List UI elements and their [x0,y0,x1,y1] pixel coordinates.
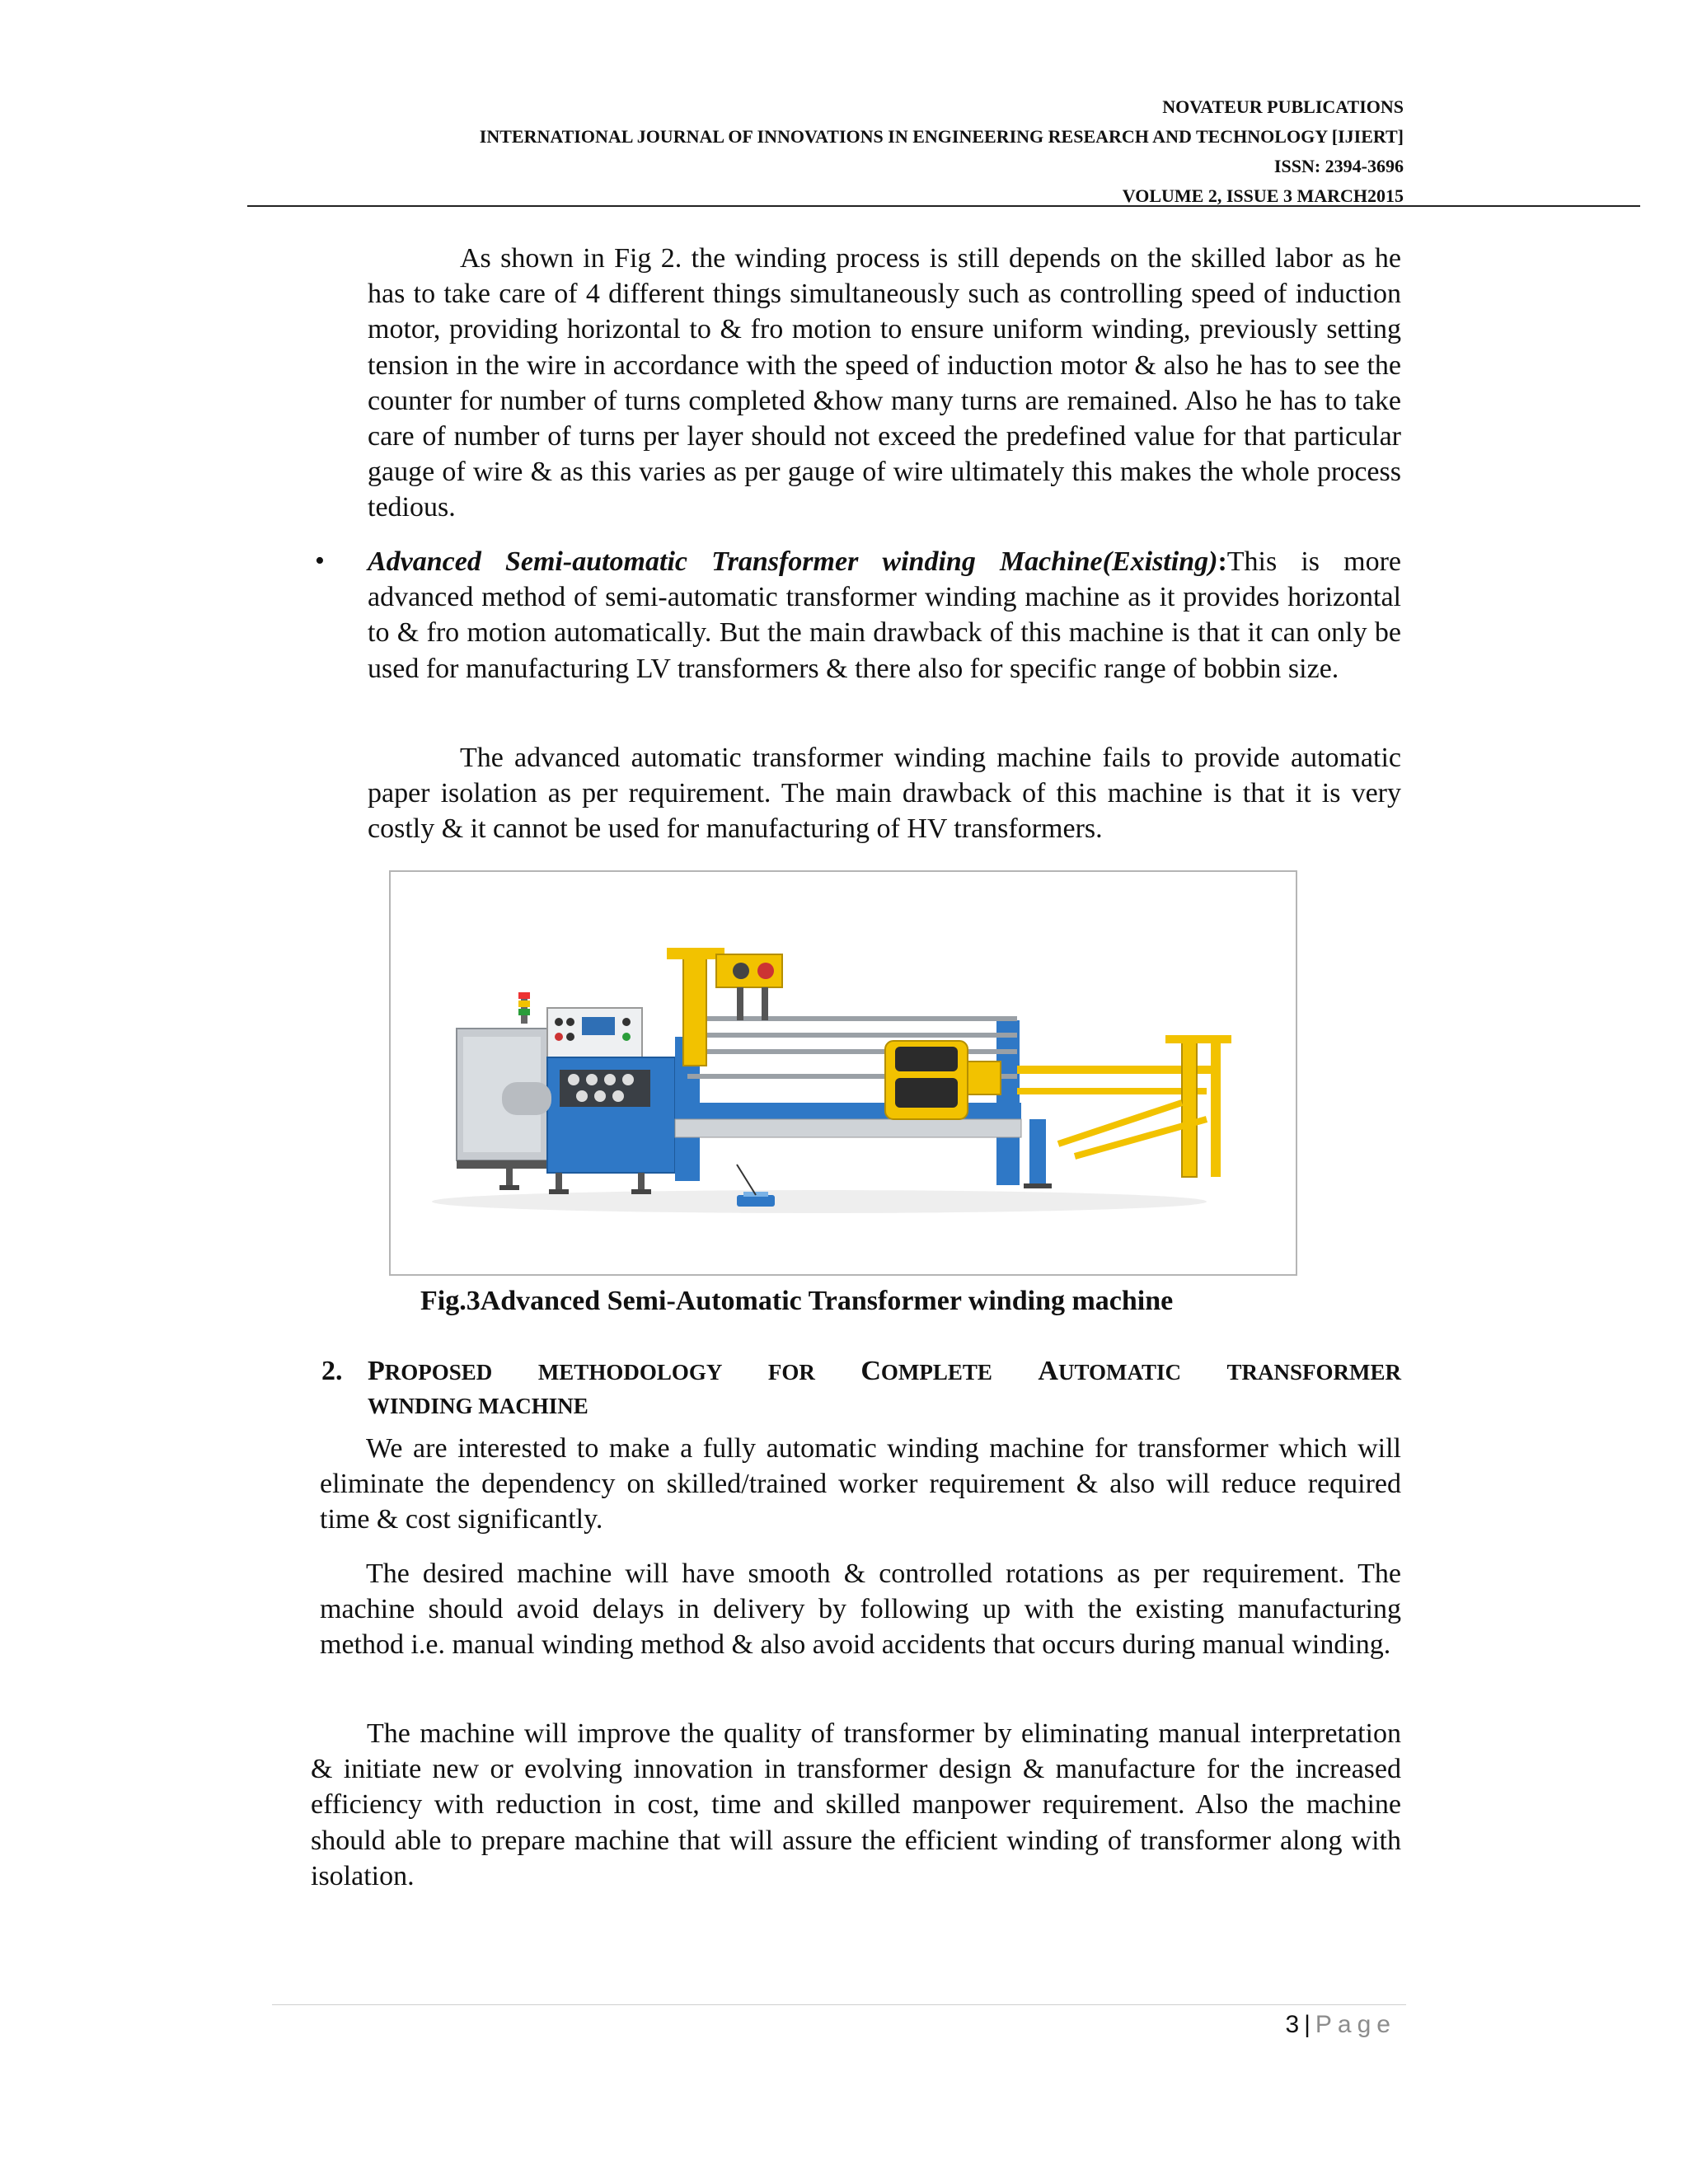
header-rule [247,205,1640,207]
bullet-text: This is more advanced method of semi-automatic transformer winding machine as it provides horizontal to & fro motion automatically. But the main drawback of this machine is that it can only be used for manufacturing LV transformers & there also for specific range of bobbin size. [368,546,1401,684]
section-heading-line2: WINDING MACHINE [368,1394,588,1418]
volume-issue: VOLUME 2, ISSUE 3 MARCH2015 [1122,185,1404,206]
paragraph-interest: We are interested to make a fully automatic winding machine for transformer which will eliminate the dependency on skilled/trained worker requirement & also will reduce required time & cost significantly. [320,1433,1401,1535]
bullet-colon: : [1217,546,1227,577]
footer-rule [272,2004,1406,2005]
bullet-item-existing-machine [368,544,1401,687]
heading-word-transformer: TRANSFORMER [1226,1360,1401,1385]
heading-word-complete: COMPLETE [860,1356,992,1386]
section-heading-line1 [368,1356,1401,1387]
paragraph-fig2-discussion: As shown in Fig 2. the winding process is still depends on the skilled labor as he has to take care of 4 different things simultaneously such as controlling speed of induction motor, providing horizontal to & fro motion to ensure uniform winding, previously setting tension in the wire in accordance with the speed of induction motor & also he has to see the counter for number of turns completed &how many turns are remained. Also he has to take care of number of turns per layer should not exceed the predefined value for that particular gauge of wire & as this varies as per gauge of wire ultimately this makes the whole process tedious. [368,243,1401,523]
heading-word-proposed: PROPOSED [368,1356,493,1386]
section-number: 2. [321,1356,343,1386]
heading-word-for: FOR [767,1360,815,1385]
issn: ISSN: 2394-3696 [1273,156,1404,176]
heading-word-methodology: METHODOLOGY [537,1360,723,1385]
heading-word-automatic: AUTOMATIC [1038,1356,1181,1386]
figure-3-caption: Fig.3Advanced Semi-Automatic Transformer winding machine [420,1286,1174,1316]
paragraph-advanced-machine: The advanced automatic transformer winding machine fails to provide automatic paper isolation as per requirement. The main drawback of this machine is that it is very costly & it cannot be used for manufacturing of HV transformers. [368,743,1401,845]
running-header [480,92,1404,211]
bullet-symbol: • [315,546,325,576]
page-number-value: 3 [1285,2011,1300,2038]
page-separator: | [1304,2011,1311,2038]
page-number [1285,2011,1396,2039]
publisher-name: NOVATEUR PUBLICATIONS [1162,96,1404,117]
journal-name: INTERNATIONAL JOURNAL OF INNOVATIONS IN ENGINEERING RESEARCH AND TECHNOLOGY [IJIERT] [479,126,1404,147]
winding-machine-photo [391,872,1296,1274]
page-word: Page [1315,2011,1396,2038]
paragraph-desired-machine: The desired machine will have smooth & controlled rotations as per requirement. The machine should avoid delays in delivery by following up with the existing manufacturing method i.e. manual winding method & also avoid accidents that occurs during manual winding. [320,1558,1401,1661]
paragraph-quality: The machine will improve the quality of transformer by eliminating manual interpretation & initiate new or evolving innovation in transformer design & manufacture for the increased efficiency with reduction in cost, time and skilled manpower requirement. Also the machine should able to prepare machine that will assure the efficient winding of transformer along with isolation. [311,1718,1401,1891]
figure-3-frame [389,870,1297,1276]
bullet-title: Advanced Semi-automatic Transformer winding Machine(Existing) [368,546,1218,577]
